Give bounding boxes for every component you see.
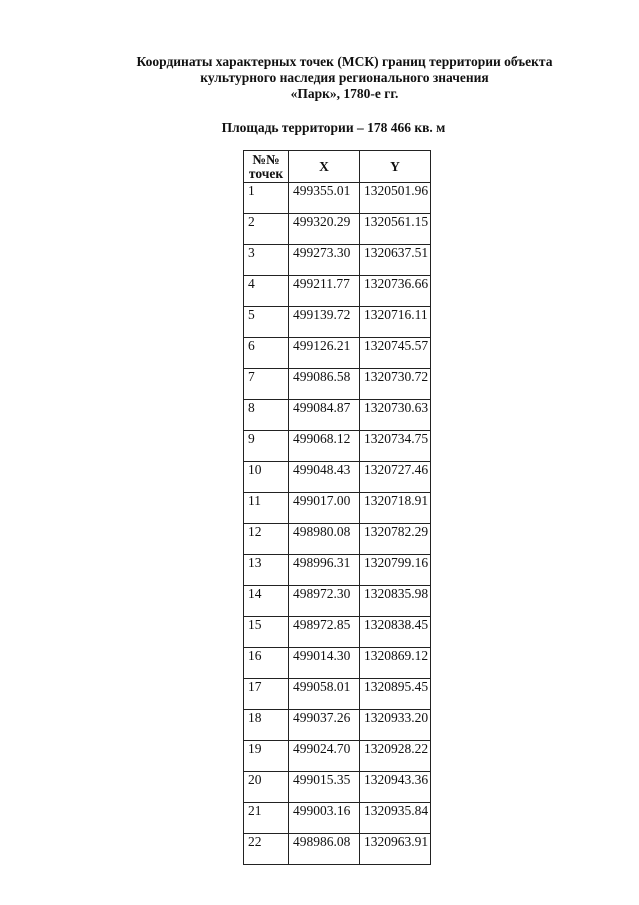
cell-point-number: 21 xyxy=(244,803,289,834)
cell-x: 499086.58 xyxy=(289,369,360,400)
cell-x: 499139.72 xyxy=(289,307,360,338)
header-num-line2: точек xyxy=(248,165,284,181)
cell-y: 1320718.91 xyxy=(360,493,431,524)
cell-y: 1320835.98 xyxy=(360,586,431,617)
cell-y: 1320782.29 xyxy=(360,524,431,555)
cell-y: 1320730.72 xyxy=(360,369,431,400)
cell-x: 499048.43 xyxy=(289,462,360,493)
cell-y: 1320561.15 xyxy=(360,214,431,245)
cell-x: 499320.29 xyxy=(289,214,360,245)
cell-x: 498980.08 xyxy=(289,524,360,555)
cell-y: 1320935.84 xyxy=(360,803,431,834)
cell-x: 499017.00 xyxy=(289,493,360,524)
table-row xyxy=(244,245,431,276)
cell-y: 1320895.45 xyxy=(360,679,431,710)
cell-x: 499003.16 xyxy=(289,803,360,834)
cell-x: 498972.30 xyxy=(289,586,360,617)
cell-point-number: 20 xyxy=(244,772,289,803)
table-row xyxy=(244,276,431,307)
cell-point-number: 12 xyxy=(244,524,289,555)
cell-y: 1320637.51 xyxy=(360,245,431,276)
table-row xyxy=(244,524,431,555)
cell-point-number: 2 xyxy=(244,214,289,245)
title-line: Координаты характерных точек (МСК) границ территории объекта xyxy=(136,54,553,69)
header-point-number xyxy=(244,151,289,183)
cell-point-number: 18 xyxy=(244,710,289,741)
cell-point-number: 5 xyxy=(244,307,289,338)
table-row xyxy=(244,617,431,648)
cell-x: 499015.35 xyxy=(289,772,360,803)
cell-point-number: 16 xyxy=(244,648,289,679)
cell-x: 499058.01 xyxy=(289,679,360,710)
cell-y: 1320501.96 xyxy=(360,183,431,214)
cell-x: 498986.08 xyxy=(289,834,360,865)
cell-x: 499024.70 xyxy=(289,741,360,772)
cell-x: 499014.30 xyxy=(289,648,360,679)
cell-point-number: 7 xyxy=(244,369,289,400)
cell-point-number: 3 xyxy=(244,245,289,276)
cell-y: 1320799.16 xyxy=(360,555,431,586)
cell-x: 499355.01 xyxy=(289,183,360,214)
table-row xyxy=(244,400,431,431)
table-row xyxy=(244,214,431,245)
cell-point-number: 15 xyxy=(244,617,289,648)
cell-y: 1320727.46 xyxy=(360,462,431,493)
table-row xyxy=(244,834,431,865)
header-x: X xyxy=(289,151,360,183)
cell-point-number: 6 xyxy=(244,338,289,369)
cell-point-number: 22 xyxy=(244,834,289,865)
header-y: Y xyxy=(360,151,431,183)
cell-y: 1320838.45 xyxy=(360,617,431,648)
cell-y: 1320963.91 xyxy=(360,834,431,865)
table-row xyxy=(244,648,431,679)
cell-point-number: 13 xyxy=(244,555,289,586)
table-row xyxy=(244,555,431,586)
cell-x: 499126.21 xyxy=(289,338,360,369)
cell-y: 1320943.36 xyxy=(360,772,431,803)
area-label: Площадь территории – 178 466 кв. м xyxy=(221,120,446,135)
table-row xyxy=(244,803,431,834)
cell-x: 499037.26 xyxy=(289,710,360,741)
cell-x: 499273.30 xyxy=(289,245,360,276)
cell-y: 1320730.63 xyxy=(360,400,431,431)
cell-y: 1320716.11 xyxy=(360,307,431,338)
cell-point-number: 11 xyxy=(244,493,289,524)
header-num-line1: №№ xyxy=(252,151,280,167)
cell-y: 1320933.20 xyxy=(360,710,431,741)
cell-y: 1320928.22 xyxy=(360,741,431,772)
cell-x: 499068.12 xyxy=(289,431,360,462)
table-row xyxy=(244,772,431,803)
cell-point-number: 19 xyxy=(244,741,289,772)
cell-x: 498972.85 xyxy=(289,617,360,648)
cell-y: 1320736.66 xyxy=(360,276,431,307)
table-body xyxy=(244,183,431,865)
cell-point-number: 8 xyxy=(244,400,289,431)
cell-y: 1320734.75 xyxy=(360,431,431,462)
table-row xyxy=(244,586,431,617)
table-row xyxy=(244,710,431,741)
title-line: «Парк», 1780-е гг. xyxy=(290,86,399,101)
cell-point-number: 4 xyxy=(244,276,289,307)
cell-point-number: 14 xyxy=(244,586,289,617)
table-row xyxy=(244,369,431,400)
table-row xyxy=(244,338,431,369)
table-row xyxy=(244,679,431,710)
cell-point-number: 10 xyxy=(244,462,289,493)
table-row xyxy=(244,462,431,493)
table-row xyxy=(244,431,431,462)
table-header-row xyxy=(244,151,431,183)
cell-x: 499211.77 xyxy=(289,276,360,307)
cell-point-number: 17 xyxy=(244,679,289,710)
cell-y: 1320745.57 xyxy=(360,338,431,369)
table-row xyxy=(244,493,431,524)
cell-x: 498996.31 xyxy=(289,555,360,586)
cell-x: 499084.87 xyxy=(289,400,360,431)
table-row xyxy=(244,741,431,772)
table-row xyxy=(244,183,431,214)
cell-point-number: 1 xyxy=(244,183,289,214)
coordinates-table xyxy=(243,150,431,865)
cell-point-number: 9 xyxy=(244,431,289,462)
document-title xyxy=(0,54,639,102)
table-row xyxy=(244,307,431,338)
cell-y: 1320869.12 xyxy=(360,648,431,679)
title-line: культурного наследия регионального значения xyxy=(200,70,489,85)
